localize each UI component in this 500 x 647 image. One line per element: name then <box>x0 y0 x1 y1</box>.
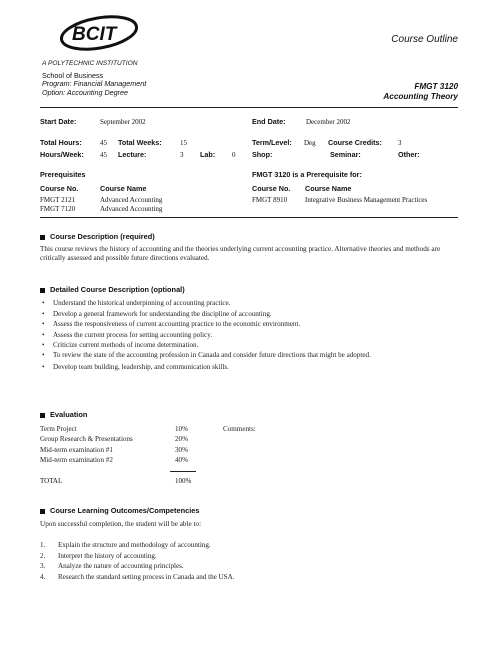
item-number: 2. <box>40 551 46 560</box>
list-item: • To review the state of the accounting profession in Canada and consider future directions that might be adopted. <box>40 351 440 362</box>
detailed-description-list <box>40 298 440 373</box>
logo-text: BCIT <box>72 24 117 45</box>
col-course-no-right: Course No. <box>252 184 291 193</box>
program: Program: Financial Management <box>42 79 147 89</box>
section-bullet-icon <box>40 235 45 240</box>
item-text: Explain the structure and methodology of accounting. <box>58 541 211 549</box>
bcit-logo <box>58 14 140 52</box>
list-item: • Understand the historical underpinning of accounting practice. <box>40 298 440 309</box>
table-row <box>40 434 256 444</box>
outcomes-title: Course Learning Outcomes/Competencies <box>50 506 200 515</box>
prereq-name: Advanced Accounting <box>100 205 163 213</box>
hours-week-label: Hours/Week: <box>40 150 84 159</box>
list-item: • Criticize current methods of income determination. <box>40 340 440 351</box>
section-bullet-icon <box>40 288 45 293</box>
item-text: Interpret the history of accounting. <box>58 551 157 560</box>
prereq-divider <box>40 217 458 218</box>
course-credits: 3 <box>398 139 402 147</box>
list-item <box>40 572 235 583</box>
list-item: • Assess the current process for setting accounting policy. <box>40 330 440 341</box>
list-item <box>40 540 235 551</box>
eval-pct: 40% <box>175 455 189 464</box>
evaluation-total-label: TOTAL <box>40 477 63 485</box>
comments-label: Comments: <box>223 425 256 433</box>
postreq-name: Integrative Business Management Practices <box>305 196 428 204</box>
course-credits-label: Course Credits: <box>328 138 382 147</box>
total-weeks: 15 <box>180 139 187 147</box>
shop-label: Shop: <box>252 150 273 159</box>
list-item: • Develop team building, leadership, and communication skills. <box>40 362 440 373</box>
lecture-label: Lecture: <box>118 150 147 159</box>
eval-pct: 10% <box>175 425 189 433</box>
prereq-no: FMGT 2121 <box>40 196 76 204</box>
course-name: Accounting Theory <box>383 91 458 101</box>
postreq-no: FMGT 8910 <box>252 196 288 204</box>
other-label: Other: <box>398 150 420 159</box>
outcomes-heading <box>40 506 200 515</box>
list-item <box>40 561 235 572</box>
table-row <box>40 455 256 465</box>
start-date-label: Start Date: <box>40 117 77 126</box>
lab-label: Lab: <box>200 150 216 159</box>
lecture: 3 <box>180 151 184 159</box>
prereq-name: Advanced Accounting <box>100 196 163 204</box>
option: Option: Accounting Degree <box>42 87 129 97</box>
table-row <box>40 445 256 455</box>
list-item: • Assess the responsiveness of current accounting practice to the economic environment. <box>40 319 440 330</box>
total-hours-label: Total Hours: <box>40 138 82 147</box>
col-course-name-right: Course Name <box>305 184 352 193</box>
eval-item: Term Project <box>40 425 77 433</box>
term-level: Deg <box>304 139 316 147</box>
eval-item: Group Research & Presentations <box>40 435 133 444</box>
item-text: Research the standard setting process in Canada and the USA. <box>58 572 235 581</box>
detailed-description-title: Detailed Course Description (optional) <box>50 285 185 294</box>
course-description-title: Course Description (required) <box>50 232 155 241</box>
evaluation-total-rule <box>170 471 196 472</box>
school-block <box>42 72 146 97</box>
prerequisites-heading: Prerequisites <box>40 170 86 179</box>
total-weeks-label: Total Weeks: <box>118 138 162 147</box>
col-course-no: Course No. <box>40 184 79 193</box>
document-title: Course Outline <box>391 34 458 45</box>
list-item <box>40 551 235 562</box>
outcomes-list <box>40 540 235 582</box>
prerequisite-for-heading: FMGT 3120 is a Prerequisite for: <box>252 170 362 179</box>
item-number: 3. <box>40 562 46 570</box>
end-date-label: End Date: <box>252 117 286 126</box>
start-date: September 2002 <box>100 118 146 126</box>
eval-pct: 30% <box>175 445 189 454</box>
course-description-heading <box>40 232 155 241</box>
evaluation-table <box>40 424 256 465</box>
eval-pct: 20% <box>175 435 189 444</box>
detailed-description-heading <box>40 285 185 294</box>
section-bullet-icon <box>40 413 45 418</box>
tagline: A POLYTECHNIC INSTITUTION <box>42 60 138 67</box>
seminar-label: Seminar: <box>330 150 361 159</box>
course-description-text: This course reviews the history of accounting and the theories underlying current accounting practice. Alternative theories and methods are critically assessed and possible future directions evaluated. <box>40 245 441 262</box>
list-item: • Develop a general framework for understanding the discipline of accounting. <box>40 309 440 320</box>
total-hours: 45 <box>100 139 107 147</box>
hours-week: 45 <box>100 151 107 159</box>
prereq-no: FMGT 7120 <box>40 205 76 213</box>
item-number: 4. <box>40 572 46 581</box>
evaluation-title: Evaluation <box>50 410 88 419</box>
evaluation-heading <box>40 410 87 419</box>
table-row <box>40 424 256 434</box>
course-heading <box>383 82 458 101</box>
col-course-name: Course Name <box>100 184 147 193</box>
course-code: FMGT 3120 <box>414 82 458 91</box>
eval-item: Mid-term examination #2 <box>40 455 113 464</box>
header-divider <box>40 107 458 108</box>
term-level-label: Term/Level: <box>252 138 292 147</box>
item-number: 1. <box>40 541 46 549</box>
outcomes-intro: Upon successful completion, the student will be able to: <box>40 520 202 528</box>
school-name: School of Business <box>42 71 104 80</box>
evaluation-total-pct: 100% <box>175 477 192 485</box>
item-text: Analyze the nature of accounting principles. <box>58 562 184 570</box>
section-bullet-icon <box>40 509 45 514</box>
end-date: December 2002 <box>306 118 351 126</box>
lab: 0 <box>232 151 236 159</box>
eval-item: Mid-term examination #1 <box>40 445 113 454</box>
